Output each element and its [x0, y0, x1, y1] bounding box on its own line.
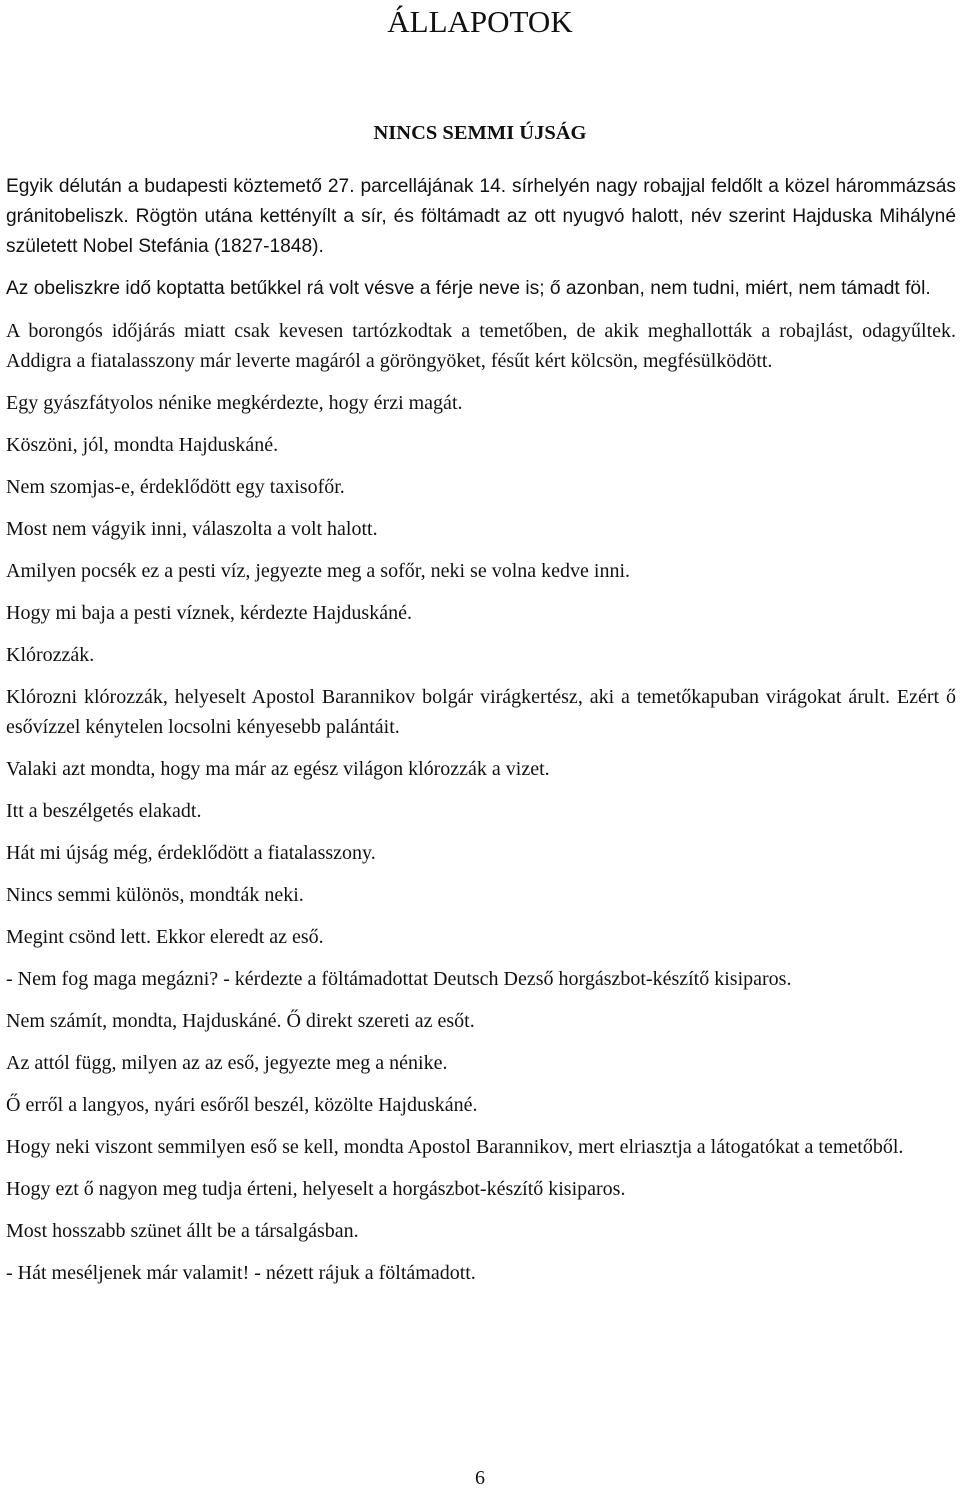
paragraph: Hogy neki viszont semmilyen eső se kell, mondta Apostol Barannikov, mert elriasztja a látogatókat a temetőből. [6, 1136, 904, 1158]
paragraph: Hát mi újság még, érdeklődött a fiatalasszony. [6, 842, 376, 864]
paragraph: Köszöni, jól, mondta Hajduskáné. [6, 434, 279, 456]
paragraph: Itt a beszélgetés elakadt. [6, 800, 202, 822]
paragraph: Most hosszabb szünet állt be a társalgásban. [6, 1220, 359, 1242]
document-title: ÁLLAPOTOK [387, 4, 573, 39]
paragraph: Hogy ezt ő nagyon meg tudja érteni, helyeselt a horgászbot-készítő kisiparos. [6, 1178, 626, 1200]
page-number: 6 [475, 1467, 485, 1489]
paragraph: - Hát meséljenek már valamit! - nézett rájuk a föltámadott. [6, 1262, 476, 1284]
paragraph: - Nem fog maga megázni? - kérdezte a föltámadottat Deutsch Dezső horgászbot-készítő kisiparos. [6, 968, 792, 990]
paragraph: Hogy mi baja a pesti víznek, kérdezte Hajduskáné. [6, 602, 412, 624]
paragraph: Megint csönd lett. Ekkor eleredt az eső. [6, 926, 324, 948]
paragraph: Egyik délután a budapesti köztemető 27. parcellájának 14. sírhelyén nagy robajjal feldőlt a közel hárommázsás gránitobeliszk. Rögtön utána kettényílt a sír, és föltámadt az ott nyugvó halott, név szerint Hajduska Mihályné született Nobel Stefánia (1827-1848). [6, 176, 956, 257]
paragraph: Amilyen pocsék ez a pesti víz, jegyezte meg a sofőr, neki se volna kedve inni. [6, 560, 630, 582]
paragraph: Ő erről a langyos, nyári esőről beszél, közölte Hajduskáné. [6, 1094, 478, 1116]
paragraph: Nem szomjas-e, érdeklődött egy taxisofőr. [6, 476, 345, 498]
paragraph: Az obeliszkre idő koptatta betűkkel rá volt vésve a férje neve is; ő azonban, nem tudni, miért, nem támadt föl. [6, 278, 931, 299]
paragraph: Valaki azt mondta, hogy ma már az egész világon klórozzák a vizet. [6, 758, 550, 780]
paragraph: Klórozni klórozzák, helyeselt Apostol Barannikov bolgár virágkertész, aki a temetőkapuban virágokat árult. Ezért ő esővízzel kénytelen locsolni kényesebb palántáit. [6, 686, 956, 738]
paragraph: Nincs semmi különös, mondták neki. [6, 884, 304, 906]
paragraph: Az attól függ, milyen az az eső, jegyezte meg a nénike. [6, 1052, 448, 1074]
paragraph: Most nem vágyik inni, válaszolta a volt halott. [6, 518, 378, 540]
paragraph: Klórozzák. [6, 644, 95, 666]
document-body [6, 172, 956, 1300]
paragraph: A borongós időjárás miatt csak kevesen tartózkodtak a temetőben, de akik meghallották a robajlást, odagyűltek. Addigra a fiatalasszony már leverte magáról a göröngyöket, fésűt kért kölcsön, megfésülködött. [6, 320, 956, 372]
chapter-title: NINCS SEMMI ÚJSÁG [373, 122, 587, 144]
paragraph: Nem számít, mondta, Hajduskáné. Ő direkt szereti az esőt. [6, 1010, 475, 1032]
paragraph: Egy gyászfátyolos nénike megkérdezte, hogy érzi magát. [6, 392, 463, 414]
